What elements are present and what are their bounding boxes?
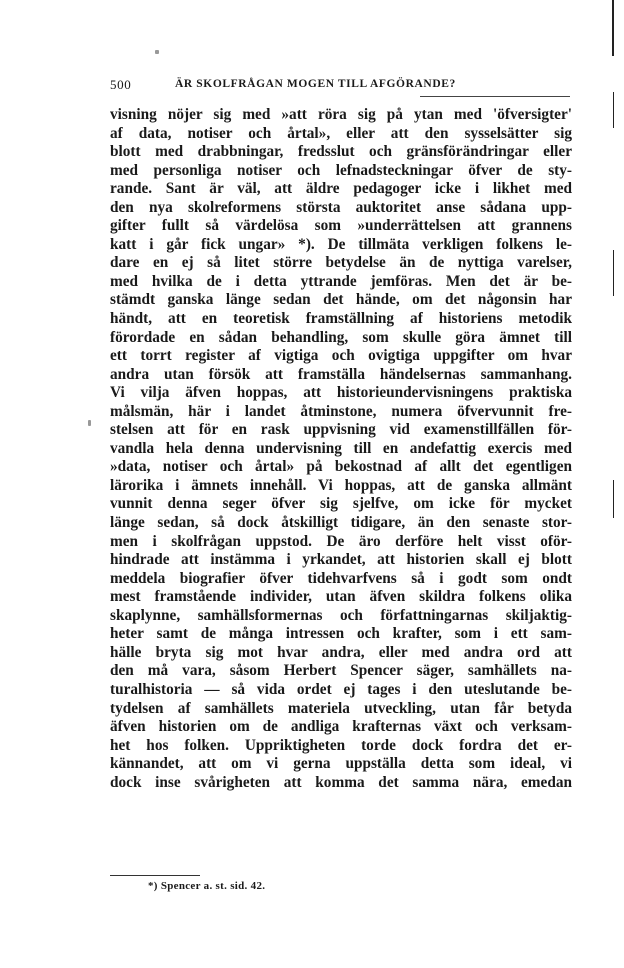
text-line: förordade en sådan behandling, som skulle göra ämnet till [110, 328, 572, 346]
text-line: blott med drabbningar, fredsslut och gränsförändringar eller [110, 143, 572, 161]
scan-speck [88, 420, 91, 426]
text-line: dock inse svårigheten att komma det samma nära, emedan [110, 773, 572, 791]
scan-speck [155, 50, 159, 54]
footnote-rule [110, 875, 200, 876]
text-line: hindrade att instämma i yrkandet, att historien skall ej blott [110, 551, 572, 569]
text-line: hälle bryta sig mot hvar andra, eller med andra ord att [110, 643, 572, 661]
text-line: med personliga notiser och lefnadsteckningar öfver de sty- [110, 161, 572, 179]
text-line: ett torrt register af vigtiga och ovigtiga uppgifter om hvar [110, 347, 572, 365]
scan-margin-line [612, 0, 614, 56]
text-line: med hvilka de i detta yttrande jemföras. Men det är be- [110, 272, 572, 290]
running-header [110, 77, 570, 95]
text-line: händt, att en teoretisk framställning af historiens metodik [110, 310, 572, 328]
text-line: rande. Sant är väl, att äldre pedagoger icke i likhet med [110, 180, 572, 198]
scan-margin-line [613, 92, 614, 128]
running-title: ÄR SKOLFRÅGAN MOGEN TILL AFGÖRANDE? [175, 78, 456, 90]
text-line: kännandet, att om vi gerna uppställa detta som ideal, vi [110, 755, 572, 773]
text-line: turalhistoria — så vida ordet ej tages i den uteslutande be- [110, 680, 572, 698]
text-line: visning nöjer sig med »att röra sig på ytan med 'öfversigter' [110, 106, 572, 123]
text-line: Vi vilja äfven hoppas, att historieundervisningens praktiska [110, 384, 572, 402]
text-line: den må vara, såsom Herbert Spencer säger, samhällets na- [110, 662, 572, 680]
text-line: »data, notiser och årtal» på bekostnad af allt det egentligen [110, 458, 572, 476]
text-line: äfven historien om de andliga krafternas växt och verksam- [110, 718, 572, 736]
text-line: gifter fullt så värdelösa som »underrättelsen att grannens [110, 217, 572, 235]
header-rule [420, 96, 570, 97]
text-line: mest framstående individer, utan äfven skildra folkens olika [110, 588, 572, 606]
text-line: dare en ej så litet större betydelse än de nyttiga varelser, [110, 254, 572, 272]
text-line: den nya skolreformens största auktoritet anse sådana upp- [110, 198, 572, 216]
footnote: *) Spencer a. st. sid. 42. [148, 880, 266, 892]
text-line: skaplynne, samhällsformernas och författningarnas skiljaktig- [110, 606, 572, 624]
text-line: katt i går fick ungar» *). De tillmäta verkligen folkens le- [110, 235, 572, 253]
scan-margin-line [613, 480, 614, 518]
text-line: lärorika i ämnets innehåll. Vi hoppas, att de ganska allmänt [110, 476, 572, 494]
text-line: af data, notiser och årtal», eller att den sysselsätter sig [110, 124, 572, 142]
text-line: meddela biografier öfver tidehvarfvens så i godt som ondt [110, 569, 572, 587]
text-line: länge sedan, så dock åtskilligt tidigare, än den senaste stor- [110, 514, 572, 532]
text-line: het hos folken. Uppriktigheten torde dock fordra det er- [110, 736, 572, 754]
text-line: andra utan försök att framställa händelsernas sammanhang. [110, 365, 572, 383]
text-line: heter samt de många intressen och krafter, som i ett sam- [110, 625, 572, 643]
text-line: vunnit denna seger öfver sig sjelfve, om icke för mycket [110, 495, 572, 513]
text-line: men i skolfrågan uppstod. De äro derföre helt visst oför- [110, 532, 572, 550]
page-number: 500 [110, 77, 132, 92]
text-line: vandla hela denna undervisning till en andefattig exercis med [110, 439, 572, 457]
text-line: stelsen att för en rask uppvisning vid examenstillfällen för- [110, 421, 572, 439]
body-text [110, 106, 572, 792]
text-line: tydelsen af samhällets materiela utveckling, utan får betyda [110, 699, 572, 717]
text-line: målsmän, här i landet åtminstone, numera öfvervunnit fre- [110, 402, 572, 420]
text-line: stämdt ganska länge sedan det hände, om det någonsin har [110, 291, 572, 309]
scan-margin-line [613, 250, 614, 296]
